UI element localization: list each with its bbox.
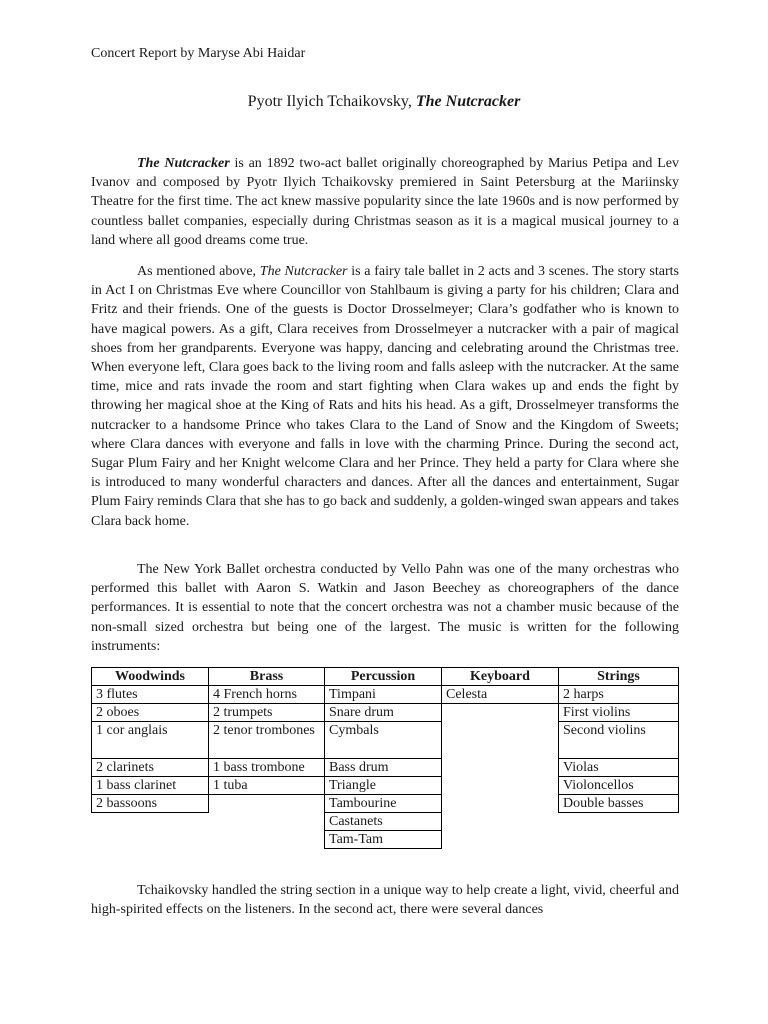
percussion-item: Tambourine [324,795,442,813]
title-composer: Pyotr Ilyich Tchaikovsky, [247,93,416,110]
intro-text: is an 1892 two-act ballet originally choreographed by Marius Petipa and Lev Ivanov and composed by Pyotr Ilyich Tchaikovsky premiered in Saint Petersburg at the Mariinsky Theatre for the first time. The act knew massive popularity since the late 1960s and is now performed by countless ballet companies, especially during Christmas season as it is a magical musical journey to a land where all good dreams come true. [91,156,679,248]
percussion-item: Triangle [324,777,442,795]
woodwinds-item: 2 bassoons [91,795,209,813]
woodwinds-item: 2 oboes [91,704,209,722]
brass-column [208,668,325,795]
instruments-table [91,668,679,858]
story-text-before: As mentioned above, [137,264,260,279]
percussion-item: Tam-Tam [324,831,442,849]
percussion-item: Snare drum [324,704,442,722]
strings-item: Double basses [558,795,679,813]
woodwinds-item: 1 cor anglais [91,722,209,759]
strings-item: 2 harps [558,686,679,704]
percussion-item: Bass drum [324,759,442,777]
percussion-item: Castanets [324,813,442,831]
title-work: The Nutcracker [415,93,521,110]
brass-item: 1 bass trombone [208,759,325,777]
strings-item: First violins [558,704,679,722]
percussion-item: Cymbals [324,722,442,759]
document-title [0,93,768,111]
intro-lead-title: The Nutcracker [137,156,230,171]
percussion-column [324,668,442,849]
paragraph-orchestra [91,560,679,656]
woodwinds-item: 1 bass clarinet [91,777,209,795]
strings-item: Violas [558,759,679,777]
percussion-header: Percussion [324,668,442,686]
paragraph-strings [91,881,679,919]
brass-item: 1 tuba [208,777,325,795]
strings-header: Strings [558,668,679,686]
report-header: Concert Report by Maryse Abi Haidar [91,46,306,61]
strings-item: Second violins [558,722,679,759]
paragraph-story [91,262,679,531]
keyboard-item: Celesta [441,686,559,704]
keyboard-header: Keyboard [441,668,559,686]
brass-item: 4 French horns [208,686,325,704]
strings-item: Violoncellos [558,777,679,795]
paragraph-intro [91,154,679,250]
story-text-after: is a fairy tale ballet in 2 acts and 3 scenes. The story starts in Act I on Christmas Eve where Councillor von Stahlbaum is giving a party for his children; Clara and Fritz and their friends. One of the guests is Doctor Drosselmeyer; Clara’s godfather who is known to have magical powers. As a gift, Clara receives from Drosselmeyer a nutcracker with a pair of magical shoes from her grandparents. Everyone was happy, dancing and celebrating around the Christmas tree. When everyone left, Clara goes back to the living room and falls asleep with the nutcracker. At the same time, mice and rats invade the room and start fighting when Clara wakes up and ends the fight by throwing her magical shoe at the King of Rats and hits his head. As a gift, Drosselmeyer transforms the nutcracker to a handsome Prince who takes Clara to the Land of Snow and the Kingdom of Sweets; where Clara dances with everyone and falls in love with the charming Prince. During the second act, Sugar Plum Fairy and her Knight welcome Clara and her Prince. They held a party for Clara where she is introduced to many wonderful characters and dances. After all the dances and entertainment, Sugar Plum Fairy reminds Clara that she has to go back and suddenly, a golden-winged swan appears and takes Clara back home. [91,264,679,529]
woodwinds-item: 2 clarinets [91,759,209,777]
brass-item: 2 tenor trombones [208,722,325,759]
woodwinds-header: Woodwinds [91,668,209,686]
brass-header: Brass [208,668,325,686]
brass-item: 2 trumpets [208,704,325,722]
story-italic-title: The Nutcracker [259,264,348,279]
orchestra-text: The New York Ballet orchestra conducted by Vello Pahn was one of the many orchestras who performed this ballet with Aaron S. Watkin and Jason Beechey as choreographers of the dance performances. It is essential to note that the concert orchestra was not a chamber music because of the non-small sized orchestra but being one of the largest. The music is written for the following instruments: [91,562,679,654]
percussion-item: Timpani [324,686,442,704]
strings-column [558,668,679,813]
woodwinds-column [91,668,209,813]
strings-text: Tchaikovsky handled the string section in a unique way to help create a light, vivid, cheerful and high-spirited effects on the listeners. In the second act, there were several dances [91,883,679,918]
keyboard-column [441,668,559,704]
woodwinds-item: 3 flutes [91,686,209,704]
